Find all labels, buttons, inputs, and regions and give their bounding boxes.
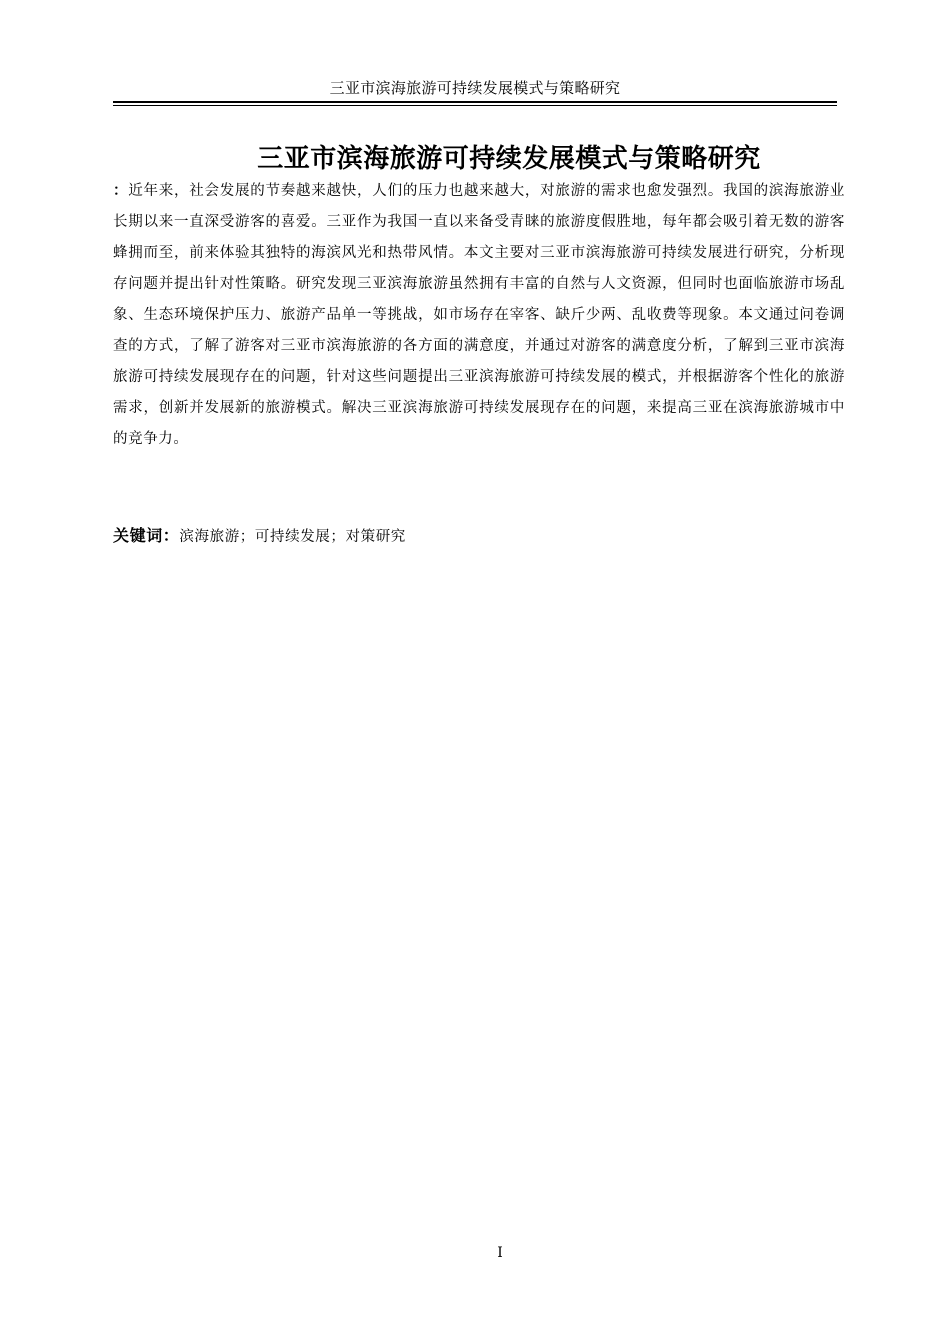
page-number: I — [497, 1245, 503, 1261]
running-header: 三亚市滨海旅游可持续发展模式与策略研究 — [329, 79, 621, 97]
abstract-text: 近年来，社会发展的节奏越来越快，人们的压力也越来越大，对旅游的需求也愈发强烈。我国的滨海旅游业长期以来一直深受游客的喜爱。三亚作为我国一直以来备受青睐的旅游度假胜地，每年都会吸引着无数的游客蜂拥而至，前来体验其独特的海滨风光和热带风情。本文主要对三亚市滨海旅游可持续发展进行研究，分析现存问题并提出针对性策略。研究发现三亚滨海旅游虽然拥有丰富的自然与人文资源，但同时也面临旅游市场乱象、生态环境保护压力、旅游产品单一等挑战，如市场存在宰客、缺斤少两、乱收费等现象。本文通过问卷调查的方式，了解了游客对三亚市滨海旅游的各方面的满意度，并通过对游客的满意度分析，了解到三亚市滨海旅游可持续发展现存在的问题，针对这些问题提出三亚滨海旅游可持续发展的模式，并根据游客个性化的旅游需求，创新并发展新的旅游模式。解决三亚滨海旅游可持续发展现存在的问题，来提高三亚在滨海旅游城市中的竞争力。 — [113, 183, 845, 447]
header-divider — [113, 101, 837, 106]
keywords-line — [113, 522, 845, 551]
keywords-label: 关键词： — [113, 526, 180, 545]
abstract-paragraph — [113, 176, 845, 455]
document-title: 三亚市滨海旅游可持续发展模式与策略研究 — [257, 144, 761, 174]
abstract-label: ： — [113, 183, 129, 199]
keywords-text: 滨海旅游；可持续发展；对策研究 — [179, 529, 406, 545]
